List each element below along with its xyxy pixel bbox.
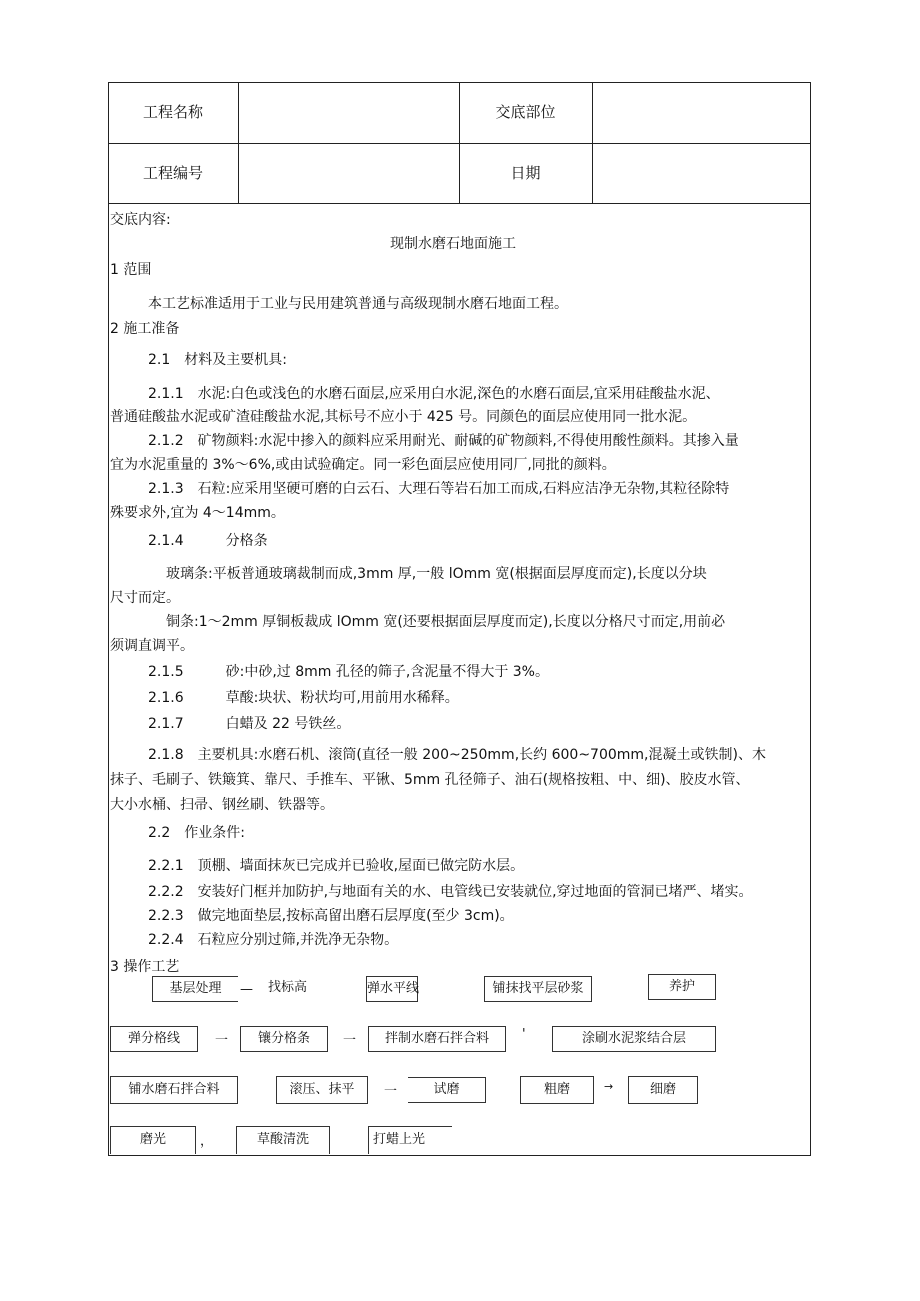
part-label: 交底部位 bbox=[495, 103, 556, 121]
header-col-divider-3 bbox=[592, 82, 593, 203]
section-2-1-8-line-1: 2.1.8 主要机具:水磨石机、滚筒(直径一般 200~250mm,长约 600~700mm,混凝土或铁制)、木 bbox=[148, 747, 766, 763]
flow-step-wax-shine: 打蜡上光 bbox=[368, 1126, 452, 1154]
flow-step-base-treatment: 基层处理 bbox=[152, 976, 238, 1002]
flow-step-curing: 养护 bbox=[648, 974, 716, 1000]
flow-arrow: 一 bbox=[343, 1033, 357, 1048]
section-2-1-3-line-2: 殊要求外,宜为 4～14mm。 bbox=[110, 505, 285, 521]
section-2-2-2: 2.2.2 安装好门框并加防护,与地面有关的水、电管线已安装就位,穿过地面的管洞已堵严、堵实。 bbox=[148, 884, 753, 900]
section-2-1: 2.1 材料及主要机具: bbox=[148, 352, 287, 368]
project-no-label: 工程编号 bbox=[142, 164, 203, 182]
flow-step-roll-trowel: 滚压、抹平 bbox=[276, 1076, 368, 1104]
flow-arrow: — bbox=[240, 982, 253, 997]
flow-arrow: → bbox=[604, 1080, 614, 1093]
section-2-1-6: 2.1.6 草酸:块状、粉状均可,用前用水稀释。 bbox=[148, 690, 459, 706]
section-1-body: 本工艺标准适用于工业与民用建筑普通与高级现制水磨石地面工程。 bbox=[148, 296, 568, 312]
glass-strip-line-2: 尺寸而定。 bbox=[110, 590, 180, 606]
flow-step-oxalic-wash: 草酸清洗 bbox=[236, 1126, 330, 1154]
section-2-title: 2 施工准备 bbox=[110, 321, 180, 337]
flow-step-snap-level-line: 弹水平线 bbox=[366, 976, 418, 1002]
section-2-1-1-line-2: 普通硅酸盐水泥或矿渣硅酸盐水泥,其标号不应小于 425 号。同颜色的面层应使用同一批水泥。 bbox=[110, 409, 697, 425]
flow-step-find-elevation: 找标高 bbox=[268, 980, 308, 995]
copper-strip-line-2: 须调直调平。 bbox=[110, 638, 194, 654]
flow-step-fine-grinding: 细磨 bbox=[628, 1076, 698, 1104]
section-2-2-1: 2.2.1 顶棚、墙面抹灰已完成并已验收,屋面已做完防水层。 bbox=[148, 858, 525, 874]
flow-step-leveling-mortar: 铺抹找平层砂浆 bbox=[484, 976, 592, 1002]
flow-arrow: ， bbox=[200, 1134, 214, 1149]
doc-title: 现制水磨石地面施工 bbox=[390, 236, 516, 252]
section-2-1-1-line-1: 2.1.1 水泥:白色或浅色的水磨石面层,应采用白水泥,深色的水磨石面层,宜采用硅酸盐水泥、 bbox=[148, 386, 720, 402]
copper-strip-line-1: 铜条:1～2mm 厚铜板裁成 lOmm 宽(还要根据面层厚度而定),长度以分格尺寸而定,用前必 bbox=[166, 614, 726, 630]
section-1-title: 1 范围 bbox=[110, 262, 152, 278]
section-2-1-4: 2.1.4 分格条 bbox=[148, 533, 268, 549]
flow-step-trial-grinding: 试磨 bbox=[408, 1077, 486, 1103]
section-2-1-5: 2.1.5 砂:中砂,过 8mm 孔径的筛子,含泥量不得大于 3%。 bbox=[148, 664, 549, 680]
flow-arrow: 一 bbox=[215, 1033, 229, 1048]
section-2-2: 2.2 作业条件: bbox=[148, 825, 245, 841]
section-3-title: 3 操作工艺 bbox=[110, 959, 180, 975]
flow-step-snap-grid-lines: 弹分格线 bbox=[110, 1026, 198, 1052]
flow-step-polishing: 磨光 bbox=[110, 1126, 196, 1154]
flow-arrow: 一 bbox=[384, 1084, 398, 1099]
section-2-1-8-line-2: 抹子、毛刷子、铁簸箕、靠尺、手推车、平锹、5mm 孔径筛子、油石(规格按粗、中、细)、胶皮水管、 bbox=[110, 772, 750, 788]
flow-step-mix-terrazzo: 拌制水磨石拌合料 bbox=[368, 1026, 506, 1052]
section-2-1-2-line-2: 宜为水泥重量的 3%～6%,或由试验确定。同一彩色面层应使用同厂,同批的颜料。 bbox=[110, 457, 616, 473]
header-col-divider-1 bbox=[238, 82, 239, 203]
section-2-1-8-line-3: 大小水桶、扫帚、钢丝刷、铁器等。 bbox=[110, 797, 334, 813]
content-label: 交底内容: bbox=[110, 212, 171, 228]
section-2-1-7: 2.1.7 白蜡及 22 号铁丝。 bbox=[148, 716, 351, 732]
flow-step-lay-terrazzo: 铺水磨石拌合料 bbox=[110, 1076, 238, 1104]
glass-strip-line-1: 玻璃条:平板普通玻璃裁制而成,3mm 厚,一般 lOmm 宽(根据面层厚度而定),长度以分块 bbox=[166, 566, 707, 582]
section-2-1-3-line-1: 2.1.3 石粒:应采用坚硬可磨的白云石、大理石等岩石加工而成,石料应洁净无杂物,其粒径除特 bbox=[148, 481, 730, 497]
section-2-2-4: 2.2.4 石粒应分别过筛,并洗净无杂物。 bbox=[148, 932, 399, 948]
flow-step-cement-slurry-bond: 涂刷水泥浆结合层 bbox=[552, 1026, 716, 1052]
project-name-label: 工程名称 bbox=[142, 103, 203, 121]
flow-arrow: ' bbox=[522, 1027, 526, 1042]
section-2-1-2-line-1: 2.1.2 矿物颜料:水泥中掺入的颜料应采用耐光、耐碱的矿物颜料,不得使用酸性颜料。其掺入量 bbox=[148, 433, 739, 449]
flow-step-coarse-grinding: 粗磨 bbox=[520, 1076, 594, 1104]
flow-step-install-strips: 镶分格条 bbox=[240, 1026, 328, 1052]
date-label: 日期 bbox=[510, 164, 541, 182]
section-2-2-3: 2.2.3 做完地面垫层,按标高留出磨石层厚度(至少 3cm)。 bbox=[148, 908, 514, 924]
